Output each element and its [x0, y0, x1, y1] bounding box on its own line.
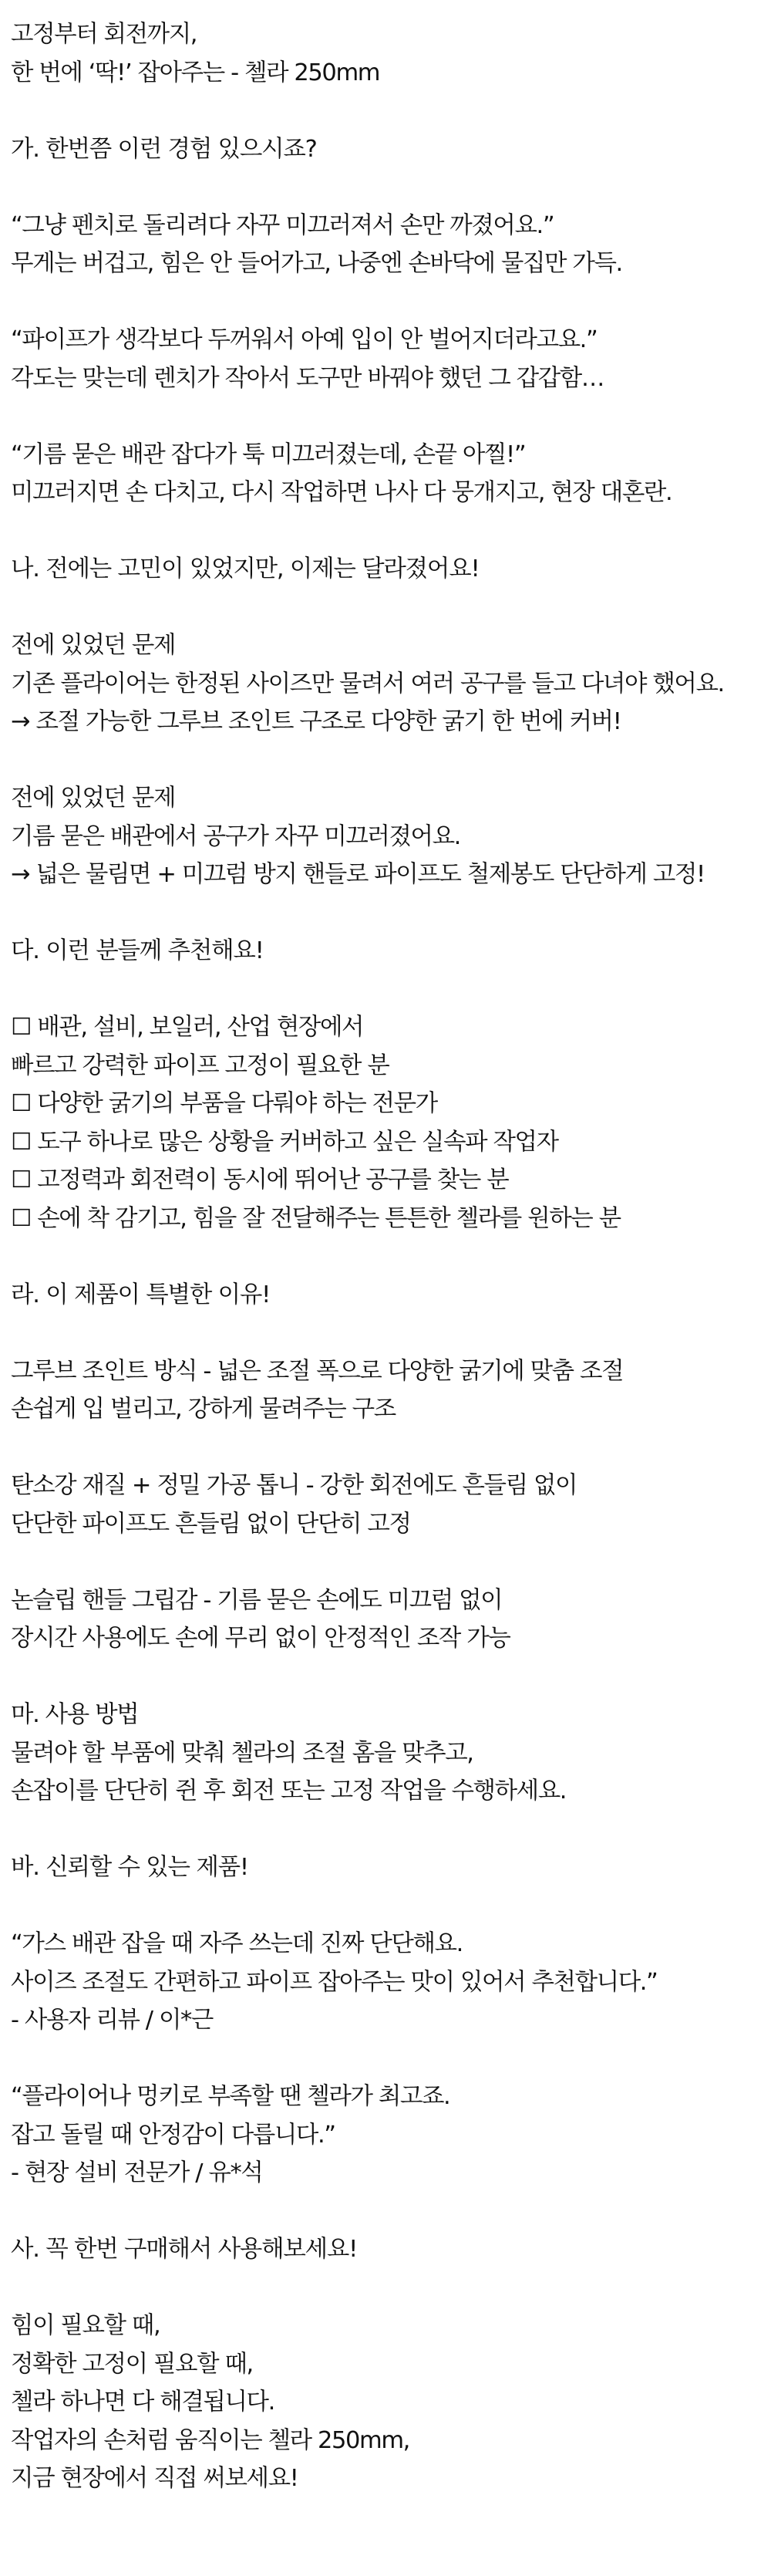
text-line: 마. 사용 방법 [11, 1701, 139, 1728]
text-line: - 현장 설비 전문가 / 유*석 [11, 2159, 263, 2186]
text-line: 나. 전에는 고민이 있었지만, 이제는 달라졌어요! [11, 555, 480, 582]
text-line: 장시간 사용에도 손에 무리 없이 안정적인 조작 가능 [11, 1625, 510, 1652]
text-line: ☐ 다양한 굵기의 부품을 다뤄야 하는 전문가 [11, 1090, 437, 1117]
section-heading [11, 130, 763, 169]
paragraph [11, 1008, 763, 1237]
text-line: ☐ 도구 하나로 많은 상황을 커버하고 싶은 실속파 작업자 [11, 1128, 558, 1156]
text-line: “파이프가 생각보다 두꺼워서 아예 입이 안 벌어지더라고요.” [11, 326, 598, 353]
text-line: 기름 묻은 배관에서 공구가 자꾸 미끄러졌어요. [11, 822, 460, 850]
section-heading [11, 1848, 763, 1887]
text-line: 힘이 필요할 때, [11, 2312, 160, 2339]
section-heading [11, 550, 763, 589]
text-line: ☐ 고정력과 회전력이 동시에 뛰어난 공구를 찾는 분 [11, 1166, 509, 1193]
text-line: → 조절 가능한 그루브 조인트 구조로 다양한 굵기 한 번에 커버! [11, 708, 621, 735]
paragraph [11, 626, 763, 741]
paragraph [11, 1352, 763, 1429]
text-line: 작업자의 손처럼 움직이는 첼라 250mm, [11, 2426, 409, 2454]
paragraph [11, 1925, 763, 2040]
text-line: 라. 이 제품이 특별한 이유! [11, 1281, 271, 1308]
text-line: “기름 묻은 배관 잡다가 툭 미끄러졌는데, 손끝 아찔!” [11, 441, 526, 468]
text-line: 지금 현장에서 직접 써보세요! [11, 2465, 298, 2492]
text-line: ☐ 손에 착 감기고, 힘을 잘 전달해주는 튼튼한 첼라를 원하는 분 [11, 1204, 621, 1232]
text-line: 사이즈 조절도 간편하고 파이프 잡아주는 맛이 있어서 추천합니다.” [11, 1968, 658, 1996]
paragraph [11, 1696, 763, 1811]
section-heading [11, 2230, 763, 2269]
text-line: 잡고 돌릴 때 안정감이 다릅니다.” [11, 2121, 335, 2149]
text-line: “플라이어나 멍키로 부족할 땐 첼라가 최고죠. [11, 2083, 450, 2110]
product-description [11, 15, 763, 2498]
text-line: 손잡이를 단단히 쥔 후 회전 또는 고정 작업을 수행하세요. [11, 1778, 567, 1805]
text-line: ☐ 배관, 설비, 보일러, 산업 현장에서 [11, 1014, 364, 1041]
text-line: 전에 있었던 문제 [11, 632, 176, 659]
paragraph [11, 436, 763, 512]
text-line: 논슬립 핸들 그립감 - 기름 묻은 손에도 미끄럼 없이 [11, 1586, 503, 1614]
text-line: 빠르고 강력한 파이프 고정이 필요한 분 [11, 1052, 389, 1079]
text-line: 가. 한번쯤 이런 경험 있으시죠? [11, 135, 317, 163]
text-line: 사. 꼭 한번 구매해서 사용해보세요! [11, 2236, 358, 2263]
text-line: 물려야 할 부품에 맞춰 첼라의 조절 홈을 맞추고, [11, 1739, 473, 1767]
text-line: 기존 플라이어는 한정된 사이즈만 물려서 여러 공구를 들고 다녀야 했어요. [11, 670, 724, 697]
text-line: 미끄러지면 손 다치고, 다시 작업하면 나사 다 뭉개지고, 현장 대혼란. [11, 479, 672, 506]
paragraph [11, 779, 763, 894]
text-line: 전에 있었던 문제 [11, 785, 176, 812]
text-line: 손쉽게 입 벌리고, 강하게 물려주는 구조 [11, 1396, 396, 1423]
page-title [11, 15, 763, 92]
text-line: 다. 이런 분들께 추천해요! [11, 937, 264, 964]
text-line: 탄소강 재질 + 정밀 가공 톱니 - 강한 회전에도 흔들림 없이 [11, 1472, 577, 1499]
paragraph [11, 1467, 763, 1543]
text-line: → 넓은 물림면 + 미끄럼 방지 핸들로 파이프도 철제봉도 단단하게 고정! [11, 861, 705, 888]
text-line: 그루브 조인트 방식 - 넓은 조절 폭으로 다양한 굵기에 맞춤 조절 [11, 1357, 624, 1385]
text-line: “그냥 펜치로 돌리려다 자꾸 미끄러져서 손만 까졌어요.” [11, 211, 554, 239]
text-line: 정확한 고정이 필요할 때, [11, 2350, 253, 2378]
paragraph [11, 1582, 763, 1658]
text-line: 한 번에 ‘딱!’ 잡아주는 - 첼라 250mm [11, 59, 380, 86]
text-line: “가스 배관 잡을 때 자주 쓰는데 진짜 단단해요. [11, 1930, 463, 1957]
section-heading [11, 1276, 763, 1315]
text-line: 단단한 파이프도 흔들림 없이 단단히 고정 [11, 1510, 411, 1538]
paragraph [11, 321, 763, 397]
paragraph [11, 207, 763, 283]
paragraph [11, 2078, 763, 2193]
text-line: 무게는 버겁고, 힘은 안 들어가고, 나중엔 손바닥에 물집만 가득. [11, 250, 622, 277]
section-heading [11, 932, 763, 971]
text-line: 바. 신뢰할 수 있는 제품! [11, 1854, 248, 1881]
paragraph [11, 2307, 763, 2498]
text-line: - 사용자 리뷰 / 이*근 [11, 2007, 213, 2034]
text-line: 각도는 맞는데 렌치가 작아서 도구만 바꿔야 했던 그 갑갑함… [11, 364, 604, 392]
text-line: 고정부터 회전까지, [11, 21, 197, 48]
text-line: 첼라 하나면 다 해결됩니다. [11, 2389, 274, 2416]
